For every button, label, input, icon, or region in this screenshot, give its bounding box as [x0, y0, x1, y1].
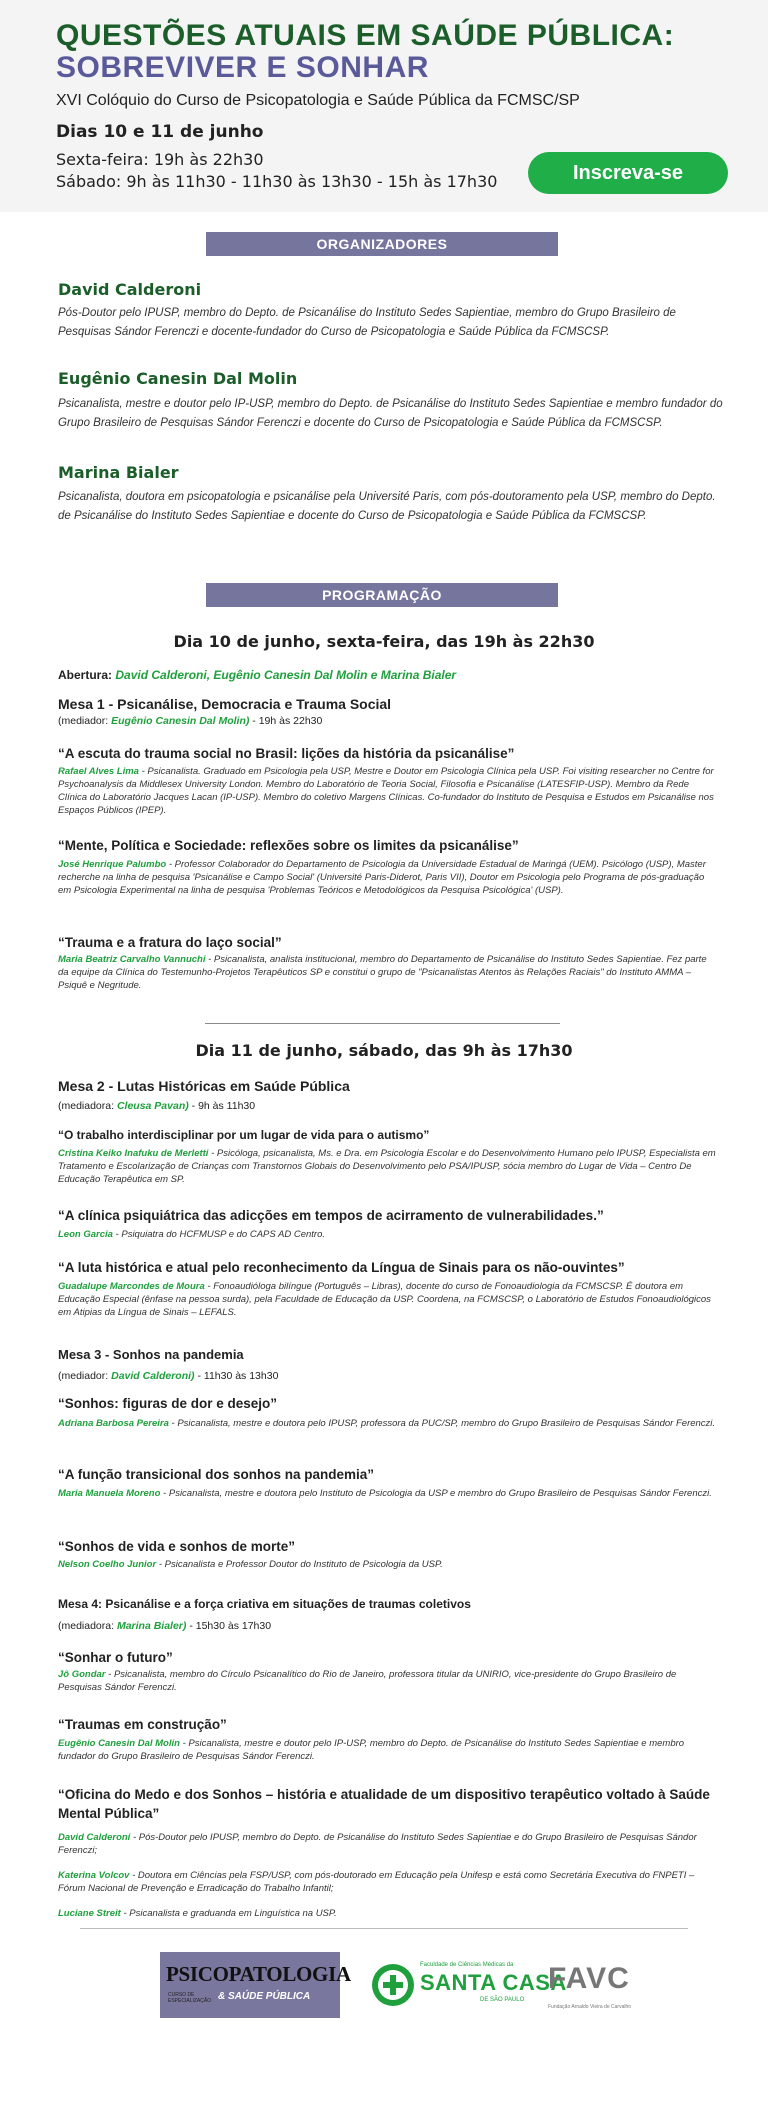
friday-schedule: Sexta-feira: 19h às 22h30: [56, 150, 264, 169]
talk-title: “Sonhos: figuras de dor e desejo”: [58, 1396, 278, 1411]
speaker-bio: - Fonoaudióloga bilíngue (Português – Libras), docente do curso de Fonoaudiologia da FCMSCSP. É doutora em Educação Especial (ênfase na pessoa surda), pela Faculdade de Educação da USP. Coordena, na FCMSCSP, o Laboratório de Estudos Fonoaudiológicos em Atipias da Língua de Sinais – LEFALS.: [58, 1281, 711, 1318]
talk-bio: [58, 765, 718, 817]
speaker-name: Leon Garcia: [58, 1229, 113, 1240]
organizer-name: Marina Bialer: [58, 463, 179, 482]
logo-main-text: SANTA CASA: [420, 1970, 567, 1995]
logo-small-text: CURSO DE ESPECIALIZAÇÃO: [168, 1992, 212, 2004]
saturday-schedule: Sábado: 9h às 11h30 - 11h30 às 13h30 - 15h às 17h30: [56, 172, 498, 191]
talk-bio: [58, 1228, 718, 1241]
organizers-band: ORGANIZADORES: [206, 232, 558, 256]
mesa1-mediator: [58, 715, 322, 727]
speaker-bio: - Psiquiatra do HCFMUSP e do CAPS AD Centro.: [112, 1229, 325, 1240]
talk-bio: [58, 953, 718, 992]
day1-heading: Dia 10 de junho, sexta-feira, das 19h às 22h30: [173, 632, 595, 651]
logo-main-text: FAVC: [548, 1962, 630, 1995]
speaker-name: Maria Beatriz Carvalho Vannuchi: [58, 954, 206, 965]
speaker-bio: - Psicanalista, mestre e doutora pelo Instituto de Psicologia da USP e membro do Grupo Brasileiro de Pesquisas Sándor Ferenczi.: [160, 1488, 712, 1499]
organizer-name: David Calderoni: [58, 280, 202, 299]
mesa1-title: Mesa 1 - Psicanálise, Democracia e Trauma Social: [58, 696, 392, 712]
speaker-bio: - Pós-Doutor pelo IPUSP, membro do Depto. de Psicanálise do Instituto Sedes Sapientiae e do Grupo Brasileiro de Pesquisas Sándor Ferenczi;: [58, 1832, 697, 1856]
mediator-time: - 19h às 22h30: [249, 715, 323, 727]
mesa4-title: Mesa 4: Psicanálise e a força criativa em situações de traumas coletivos: [58, 1597, 471, 1611]
speaker-name: Katerina Volcov: [58, 1870, 130, 1881]
speaker-bio: - Psicanalista. Graduado em Psicologia pela USP, Mestre e Doutor em Psicologia Clínica pela USP. Foi visiting researcher no Centre for Psychoanalysis da Middlesex University London. Membro do Laboratório de Teoria Social, Filosofia e Psicanálise (LATESFIP-USP). Membro da Rede Clínica do Laboratório Jacques Lacan (IP-USP). Membro do coletivo Margens Clínicas. Co-fundador do Instituto de Pesquisa e Estudos em Psicanálise nos Espaços Públicos (IPEP).: [58, 766, 714, 816]
speaker-name: Jô Gondar: [58, 1669, 106, 1680]
speaker-bio: - Doutora em Ciências pela FSP/USP, com pós-doutorado em Educação pela Unifesp e está como Secretária Executiva do FNPETI – Fórum Nacional de Prevenção e Erradicação do Trabalho Infantil;: [58, 1870, 695, 1894]
talk-title: “A escuta do trauma social no Brasil: lições da história da psicanálise”: [58, 746, 515, 761]
page-title: QUESTÕES ATUAIS EM SAÚDE PÚBLICA:: [56, 19, 675, 52]
register-button[interactable]: Inscreva-se: [528, 152, 728, 194]
talk-title: “Sonhar o futuro”: [58, 1650, 173, 1665]
speaker-name: Cristina Keiko Inafuku de Merletti: [58, 1148, 209, 1159]
mediator-prefix: (mediadora:: [58, 1100, 117, 1112]
opening-names: David Calderoni, Eugênio Canesin Dal Molin e Marina Bialer: [115, 668, 457, 682]
mesa3-mediator: [58, 1370, 278, 1382]
logo-bottom-text: DE SÃO PAULO: [480, 1997, 525, 2003]
logo-sub-text: Fundação Arnaldo Vieira de Carvalho: [548, 2004, 632, 2010]
event-dates: Dias 10 e 11 de junho: [56, 122, 264, 142]
organizer-bio: Pós-Doutor pelo IPUSP, membro do Depto. de Psicanálise do Instituto Sedes Sapientiae, membro do Grupo Brasileiro de Pesquisas Sándor Ferenczi e docente-fundador do Curso de Psicopatologia e Saúde Pública da FCMSCSP.: [58, 307, 676, 338]
talk-title: “A função transicional dos sonhos na pandemia”: [58, 1467, 375, 1482]
talk-title: “A luta histórica e atual pelo reconhecimento da Língua de Sinais para os não-ouvintes”: [58, 1260, 625, 1275]
oficina-person: [58, 1907, 718, 1920]
talk-bio: [58, 1737, 718, 1763]
talk-bio: [58, 1487, 718, 1500]
mediator-name: David Calderoni): [111, 1370, 195, 1382]
organizer-name: Eugênio Canesin Dal Molin: [58, 369, 298, 388]
mesa2-mediator: [58, 1100, 255, 1112]
speaker-bio: - Professor Colaborador do Departamento de Psicologia da Universidade Estadual de Maringá (UEM). Psicólogo (USP), Master recherche na linha de pesquisa 'Psicanálise e Campo Social' (Université Paris-Diderot, Paris VII), Doutor em Psicologia pelo Programa de pós-graduação em Psicologia Experimental na linha de pesquisa 'Problemas Teóricos e Metodológicos da Pesquisa Psicológica' (USP).: [58, 859, 706, 896]
talk-bio: [58, 1280, 718, 1319]
speaker-name: José Henrique Palumbo: [58, 859, 167, 870]
speaker-bio: - Psicanalista, mestre e doutora pelo IPUSP, professora da PUC/SP, membro do Grupo Brasileiro de Pesquisas Sándor Ferenczi.: [168, 1418, 716, 1429]
oficina-person: [58, 1869, 718, 1895]
opening-label: Abertura:: [58, 668, 113, 682]
talk-title: “Mente, Política e Sociedade: reflexões sobre os limites da psicanálise”: [58, 838, 519, 853]
mediator-name: Marina Bialer): [116, 1620, 187, 1632]
speaker-name: David Calderoni: [58, 1832, 131, 1843]
talk-title: “Sonhos de vida e sonhos de morte”: [58, 1539, 296, 1554]
mediator-time: - 11h30 às 13h30: [194, 1370, 279, 1382]
speaker-name: Maria Manuela Moreno: [58, 1488, 161, 1499]
opening-line: [58, 668, 456, 682]
talk-bio: [58, 1558, 718, 1571]
mediator-name: Cleusa Pavan): [116, 1100, 189, 1112]
footer-divider: [80, 1928, 688, 1929]
mesa3-title: Mesa 3 - Sonhos na pandemia: [58, 1347, 244, 1362]
psicopatologia-logo: [160, 1952, 351, 2018]
mediator-prefix: (mediadora:: [58, 1620, 117, 1632]
day-divider: [205, 1023, 560, 1024]
mediator-prefix: (mediador:: [58, 715, 112, 727]
speaker-bio: - Psicanalista e graduanda em Linguística na USP.: [120, 1908, 337, 1919]
speaker-name: Guadalupe Marcondes de Moura: [58, 1281, 205, 1292]
day2-heading: Dia 11 de junho, sábado, das 9h às 17h30: [195, 1041, 573, 1060]
organizer-bio: Psicanalista, mestre e doutor pelo IP-USP, membro do Depto. de Psicanálise do Instituto Sedes Sapientiae e membro fundador do Grupo Brasileiro de Pesquisas Sándor Ferenczi e docente do Curso de Psicopatologia e Saúde Pública da FCMSCSP.: [58, 398, 723, 429]
talk-bio: [58, 1417, 718, 1430]
speaker-bio: - Psicanalista e Professor Doutor do Instituto de Psicologia da USP.: [156, 1559, 443, 1570]
speaker-bio: - Psicanalista, mestre e doutor pelo IP-USP, membro do Depto. de Psicanálise do Instituto Sedes Sapientiae e membro fundador do Grupo Brasileiro de Pesquisas Sándor Ferenczi.: [58, 1738, 685, 1762]
speaker-bio: - Psicanalista, membro do Círculo Psicanalítico do Rio de Janeiro, professora titular da UNIRIO, vice-presidente do Grupo Brasileiro de Pesquisas Sándor Ferenczi.: [58, 1669, 677, 1693]
event-subtitle: XVI Colóquio do Curso de Psicopatologia e Saúde Pública da FCMSC/SP: [56, 92, 580, 109]
program-band: PROGRAMAÇÃO: [206, 583, 558, 607]
logo-sub-text: & SAÚDE PÚBLICA: [218, 1991, 311, 2002]
cross-icon: [372, 1964, 414, 2006]
oficina-title-line2: Mental Pública”: [58, 1806, 160, 1821]
talk-title: “O trabalho interdisciplinar por um lugar de vida para o autismo”: [58, 1128, 430, 1142]
organizer-bio: Psicanalista, doutora em psicopatologia e psicanálise pela Université Paris, com pós-doutoramento pela USP, membro do Depto. de Psicanálise do Instituto Sedes Sapientiae e docente do Curso de Psicopatologia e Saúde Pública da FCMSCSP.: [58, 491, 716, 522]
santa-casa-logo: [372, 1960, 567, 2014]
favc-logo: [548, 1960, 638, 2020]
speaker-name: Luciane Streit: [58, 1908, 121, 1919]
speaker-name: Adriana Barbosa Pereira: [58, 1418, 169, 1429]
mediator-name: Eugênio Canesin Dal Molin): [111, 715, 250, 727]
talk-bio: [58, 858, 718, 897]
mesa2-title: Mesa 2 - Lutas Históricas em Saúde Pública: [58, 1078, 350, 1094]
mesa4-mediator: [58, 1620, 271, 1632]
logo-main-text: PSICOPATOLOGIA: [166, 1962, 351, 1986]
talk-title: “Trauma e a fratura do laço social”: [58, 935, 282, 950]
talk-title: “A clínica psiquiátrica das adicções em tempos de acirramento de vulnerabilidades.”: [58, 1208, 604, 1223]
talk-bio: [58, 1668, 718, 1694]
page-subtitle-title: SOBREVIVER E SONHAR: [56, 51, 429, 84]
mediator-time: - 15h30 às 17h30: [186, 1620, 272, 1632]
logo-top-text: Faculdade de Ciências Médicas da: [420, 1962, 514, 1968]
oficina-person: [58, 1831, 718, 1857]
mediator-prefix: (mediador:: [58, 1370, 112, 1382]
mediator-time: - 9h às 11h30: [188, 1100, 256, 1112]
speaker-name: Eugênio Canesin Dal Molin: [58, 1738, 180, 1749]
oficina-title-line1: “Oficina do Medo e dos Sonhos – história e atualidade de um dispositivo terapêutico voltado à Saúde: [58, 1787, 710, 1802]
speaker-bio: - Psicanalista, analista institucional, membro do Departamento de Psicanálise do Instituto Sedes Sapientiae. Fez parte da equipe da Clínica do Testemunho-Projetos Terapêuticos SP e constitui o grupo de "Psicanalistas Atentos às Relações Raciais" do Instituto AMMA – Psiquê e Negritude.: [58, 954, 707, 991]
talk-bio: [58, 1147, 718, 1186]
talk-title: “Traumas em construção”: [58, 1717, 227, 1732]
speaker-name: Rafael Alves Lima: [58, 766, 139, 777]
speaker-name: Nelson Coelho Junior: [58, 1559, 157, 1570]
speaker-bio: - Psicóloga, psicanalista, Ms. e Dra. em Psicologia Escolar e do Desenvolvimento Humano pelo IPUSP, Especialista em Tratamento e Escolarização de Crianças com Transtornos Globais do Desenvolvimento pelo PSA/IPUSP, sócia membro do Lugar de Vida – Centro De Educação Terapêutica em SP.: [58, 1148, 716, 1185]
